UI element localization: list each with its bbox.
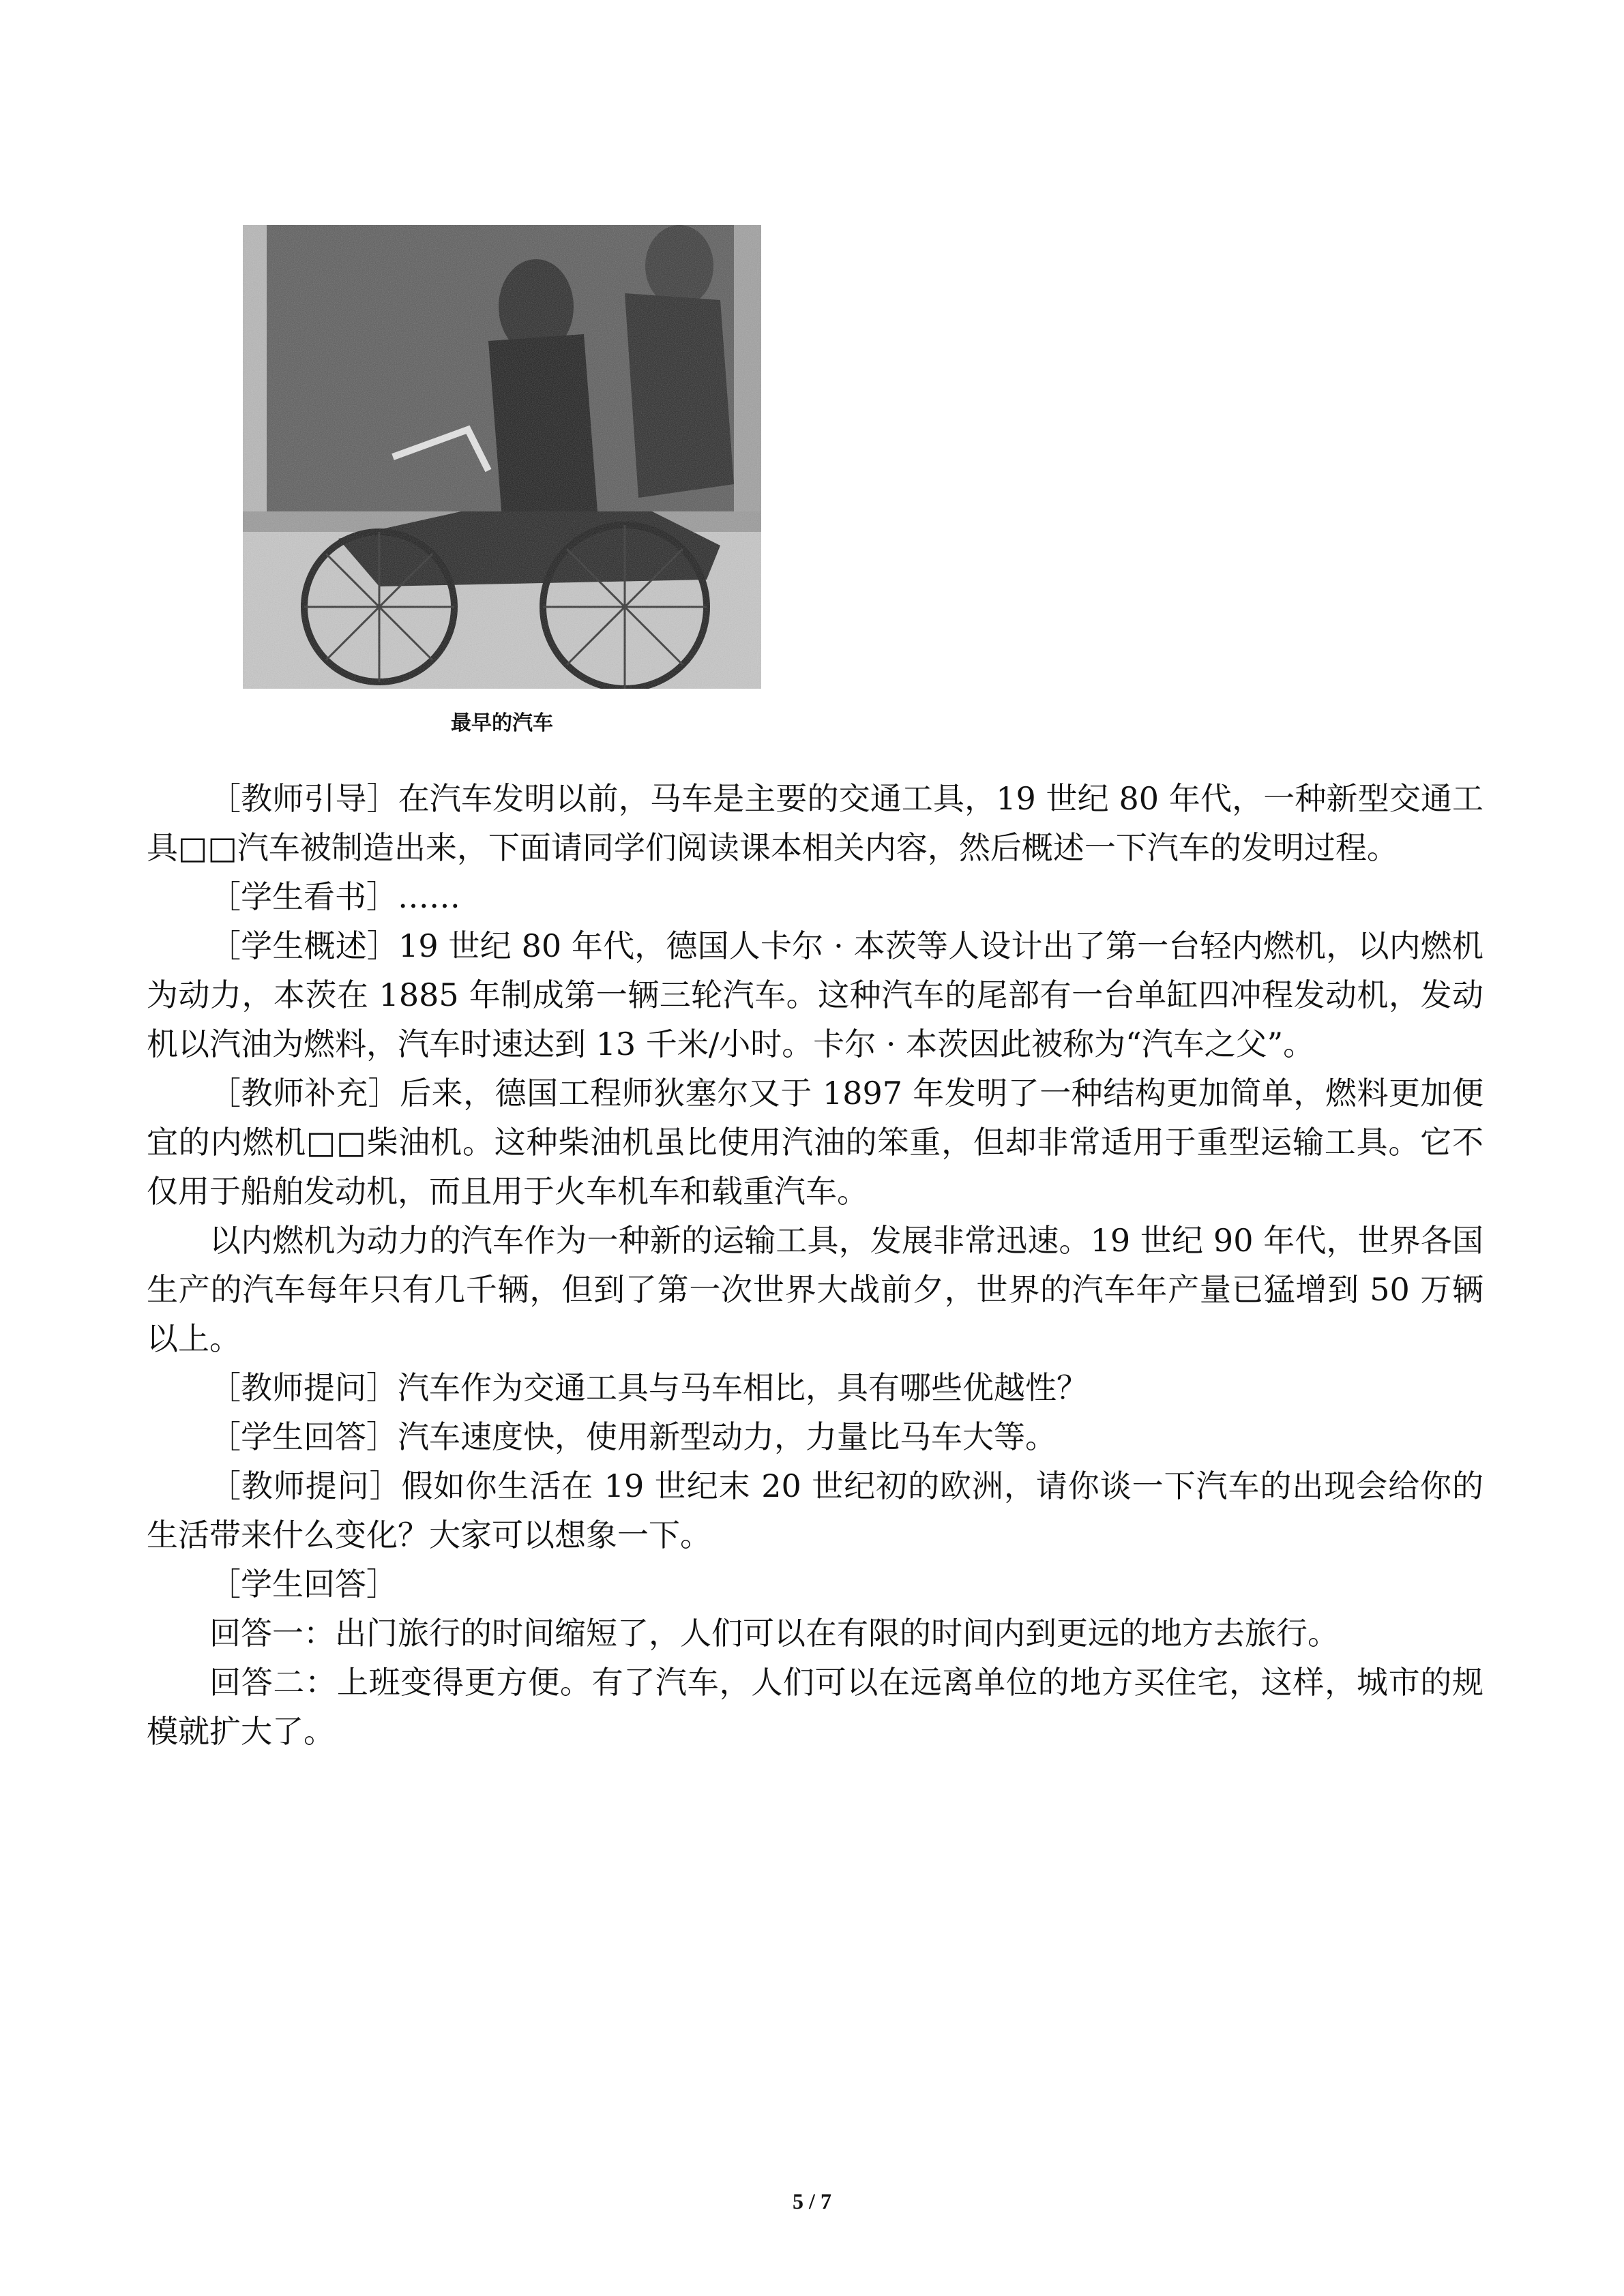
paragraph-teacher-question-1: ［教师提问］汽车作为交通工具与马车相比，具有哪些优越性？	[209, 1369, 1088, 1406]
body-text	[147, 774, 1483, 1756]
paragraph-student-answer-heading: ［学生回答］	[209, 1566, 398, 1602]
early-car-photo	[243, 225, 761, 689]
paragraph-teacher-question-2: ［教师提问］假如你生活在 19 世纪末 20 世纪初的欧洲，请你谈一下汽车的出现会给你的生活带来什么变化？大家可以想象一下。	[147, 1467, 1483, 1553]
figure-caption: 最早的汽车	[451, 711, 553, 735]
paragraph-answer-one: 回答一：出门旅行的时间缩短了，人们可以在有限的时间内到更远的地方去旅行。	[209, 1615, 1339, 1652]
paragraph-teacher-guide: ［教师引导］在汽车发明以前，马车是主要的交通工具，19 世纪 80 年代，一种新型交通工具□□汽车被制造出来，下面请同学们阅读课本相关内容，然后概述一下汽车的发明过程。	[147, 780, 1483, 866]
paragraph-teacher-supplement: ［教师补充］后来，德国工程师狄塞尔又于 1897 年发明了一种结构更加简单，燃料更加便宜的内燃机□□柴油机。这种柴油机虽比使用汽油的笨重，但却非常适用于重型运输工具。它不仅用于船舶发动机，而且用于火车机车和载重汽车。	[147, 1075, 1483, 1210]
paragraph-answer-two: 回答二：上班变得更方便。有了汽车，人们可以在远离单位的地方买住宅，这样，城市的规模就扩大了。	[147, 1664, 1483, 1750]
paragraph-student-reading: ［学生看书］……	[209, 878, 460, 915]
paragraph-student-summary: ［学生概述］19 世纪 80 年代，德国人卡尔 · 本茨等人设计出了第一台轻内燃机，以内燃机为动力，本茨在 1885 年制成第一辆三轮汽车。这种汽车的尾部有一台单缸四冲程发动机，发动机以汽油为燃料，汽车时速达到 13 千米/小时。卡尔 · 本茨因此被称为“汽车之父”。	[147, 927, 1483, 1062]
page-number: 5 / 7	[793, 2189, 831, 2213]
paragraph-student-answer-1: ［学生回答］汽车速度快，使用新型动力，力量比马车大等。	[209, 1418, 1057, 1455]
early-car-image	[243, 225, 761, 689]
paragraph-auto-development: 以内燃机为动力的汽车作为一种新的运输工具，发展非常迅速。19 世纪 90 年代，世界各国生产的汽车每年只有几千辆，但到了第一次世界大战前夕，世界的汽车年产量已猛增到 50 万辆以上。	[147, 1222, 1483, 1357]
